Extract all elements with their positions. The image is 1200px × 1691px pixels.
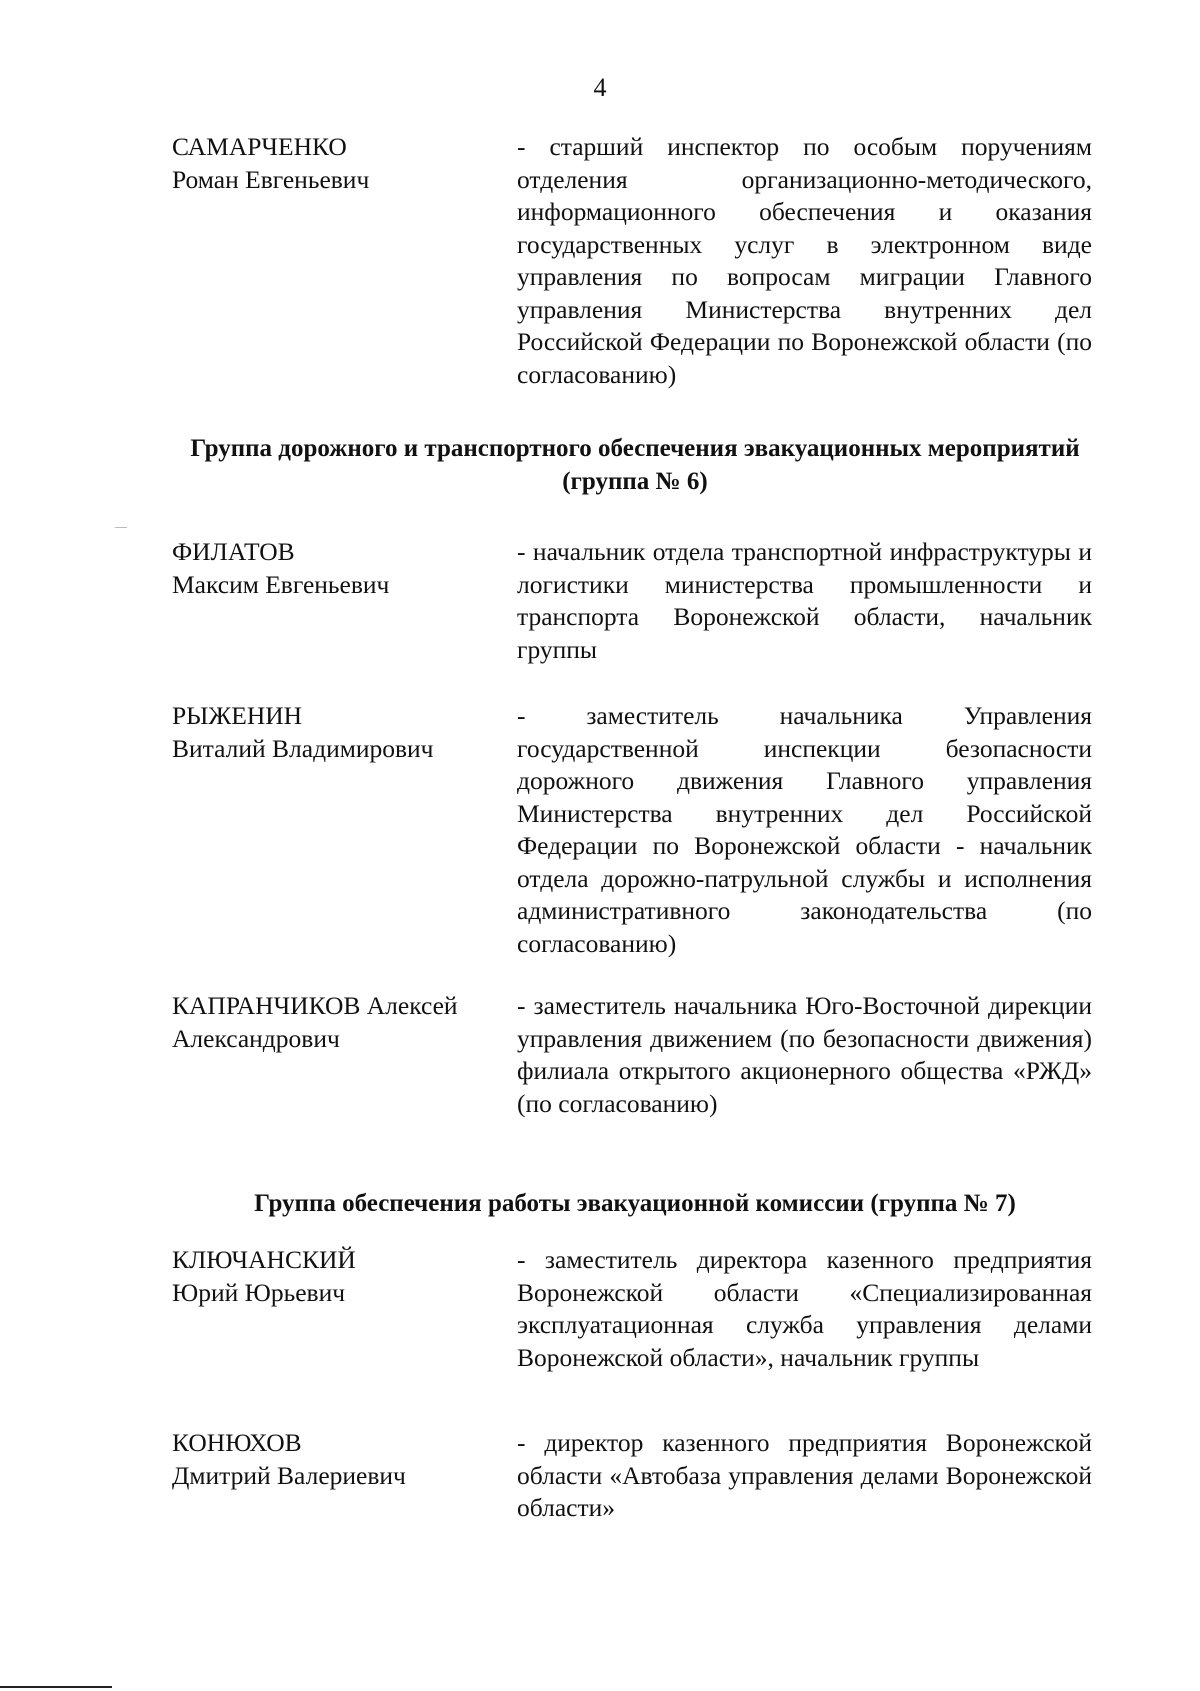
member-position: - заместитель начальника Юго-Восточной дирекции управления движением (по безопасности движения) филиала открытого акционерного общества «РЖД» (по согласованию) bbox=[517, 991, 1092, 1118]
member-given-names: Виталий Владимирович bbox=[172, 733, 434, 763]
member-surname: РЫЖЕНИН bbox=[172, 701, 303, 730]
member-given-names: Роман Евгеньевич bbox=[172, 164, 370, 194]
member-name bbox=[172, 990, 512, 1055]
member-surname: САМАРЧЕНКО bbox=[172, 132, 347, 161]
member-position: - заместитель директора казенного предприятия Воронежской области «Специализированная эксплуатационная служба управления делами Воронежской области», начальник группы bbox=[517, 1245, 1092, 1372]
member-surname: ФИЛАТОВ bbox=[172, 537, 295, 566]
member-name bbox=[172, 1427, 512, 1492]
page-number: 4 bbox=[593, 73, 607, 102]
member-given-names: Дмитрий Валериевич bbox=[172, 1460, 406, 1490]
member-position: - старший инспектор по особым поручениям отделения организационно-методического, информационного обеспечения и оказания государственных услуг в электронном виде управления по вопросам миграции Главного управления Министерства внутренних дел Российской Федерации по Воронежской области (по согласованию) bbox=[517, 132, 1092, 389]
group-7-heading: Группа обеспечения работы эвакуационной комиссии (группа № 7) bbox=[254, 1190, 1016, 1217]
footer-rule bbox=[0, 1686, 112, 1688]
member-surname: КАПРАНЧИКОВ Алексей bbox=[172, 991, 458, 1020]
member-surname: КЛЮЧАНСКИЙ bbox=[172, 1245, 356, 1274]
member-position: - начальник отдела транспортной инфраструктуры и логистики министерства промышленности и транспорта Воронежской области, начальник группы bbox=[517, 537, 1092, 664]
member-given-names: Юрий Юрьевич bbox=[172, 1277, 346, 1307]
member-given-names: Александрович bbox=[172, 1023, 340, 1053]
margin-mark bbox=[115, 527, 127, 528]
member-given-names: Максим Евгеньевич bbox=[172, 569, 390, 599]
member-name bbox=[172, 700, 512, 765]
member-name bbox=[172, 1244, 512, 1309]
member-name bbox=[172, 131, 512, 196]
member-surname: КОНЮХОВ bbox=[172, 1428, 302, 1457]
member-position: - заместитель начальника Управления государственной инспекции безопасности дорожного движения Главного управления Министерства внутренних дел Российской Федерации по Воронежской области - начальник отдела дорожно-патрульной службы и исполнения административного законодательства (по согласованию) bbox=[517, 701, 1092, 958]
group-6-heading: Группа дорожного и транспортного обеспечения эвакуационных мероприятий (группа № 6) bbox=[190, 435, 1080, 495]
member-position: - директор казенного предприятия Воронежской области «Автобаза управления делами Воронежской области» bbox=[517, 1428, 1092, 1522]
member-name bbox=[172, 536, 512, 601]
